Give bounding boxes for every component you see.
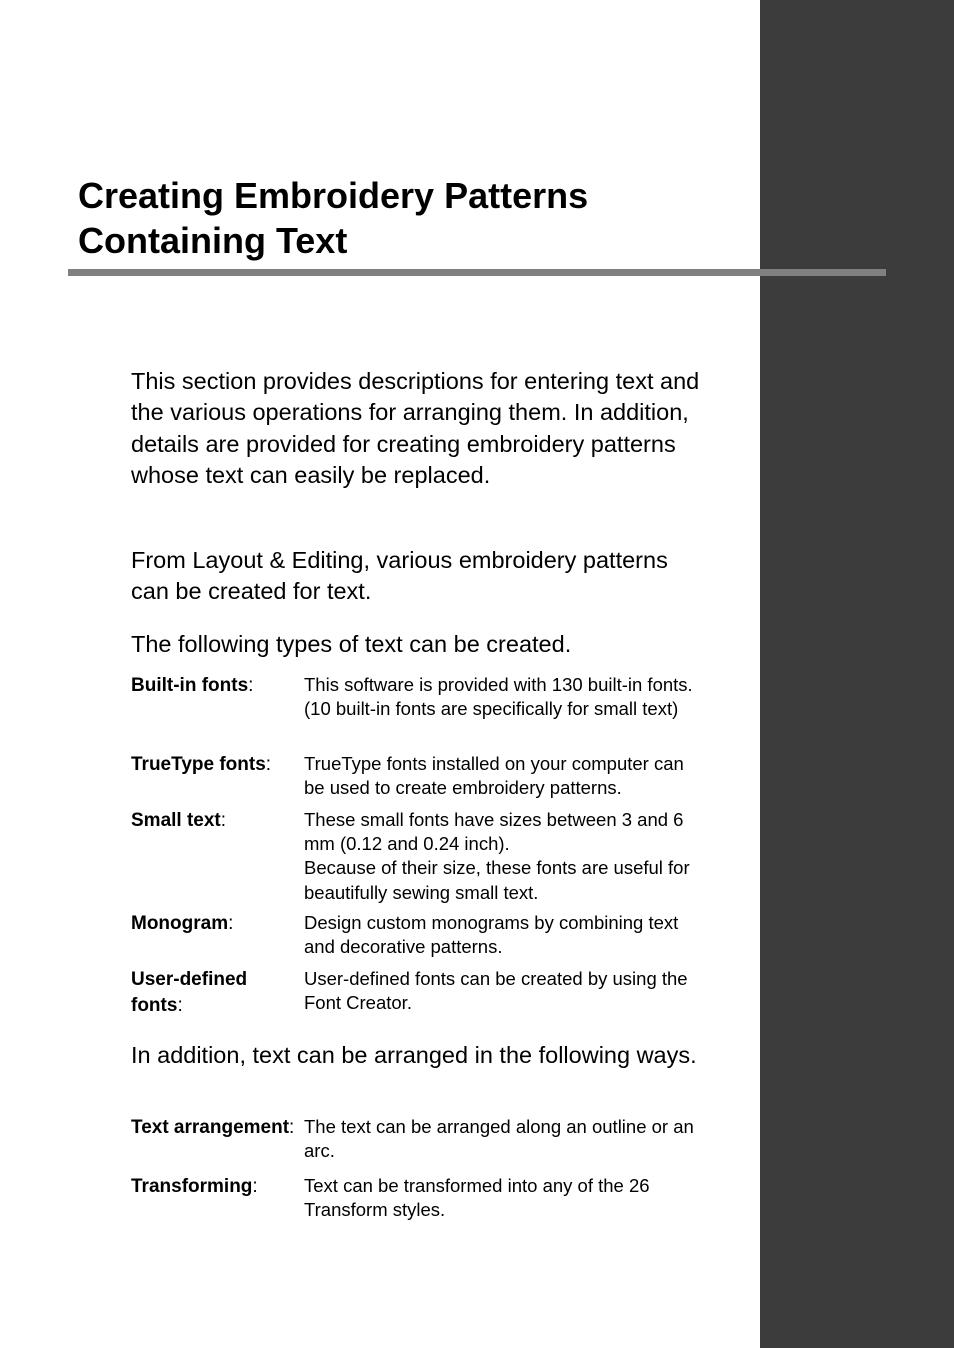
definition-row-user-defined-fonts [131,967,706,1019]
definition-term: Built-in fonts: [131,675,254,696]
definition-description: This software is provided with 130 built-in fonts. (10 built-in fonts are specifically for small text) [304,674,693,720]
definition-term: Transforming: [131,1176,258,1197]
arrangement-intro: In addition, text can be arranged in the following ways. [131,1042,697,1068]
definition-term: User-defined fonts: [131,969,248,1016]
definition-row-monogram [131,911,706,959]
intro-paragraph-3: The following types of text can be created. [131,631,572,657]
definition-term: TrueType fonts: [131,754,272,775]
definition-term: Text arrangement: [131,1117,295,1138]
definition-row-truetype-fonts [131,752,706,800]
definition-row-text-arrangement [131,1115,706,1163]
definition-row-built-in-fonts [131,673,706,721]
definition-row-transforming [131,1174,706,1222]
title-underline [68,269,886,276]
page-title: Creating Embroidery Patterns Containing Text [78,175,589,261]
definition-term: Monogram: [131,913,234,934]
intro-paragraph-2: From Layout & Editing, various embroidery patterns can be created for text. [131,547,668,605]
definition-description: Design custom monograms by combining text and decorative patterns. [304,912,679,958]
intro-paragraph-1: This section provides descriptions for entering text and the various operations for arranging them. In addition, details are provided for creating embroidery patterns whose text can easily be replaced. [131,368,700,488]
definition-description: These small fonts have sizes between 3 and 6 mm (0.12 and 0.24 inch). Because of their size, these fonts are useful for beautifully sewing small text. [304,809,690,903]
definition-description: TrueType fonts installed on your computer can be used to create embroidery patterns. [304,753,684,799]
chapter-side-tab [760,0,954,1348]
definition-description: Text can be transformed into any of the 26 Transform styles. [304,1175,650,1221]
definition-term: Small text: [131,810,227,831]
definition-description: The text can be arranged along an outline or an arc. [304,1116,694,1162]
definition-description: User-defined fonts can be created by using the Font Creator. [304,968,688,1014]
definition-row-small-text [131,808,706,905]
